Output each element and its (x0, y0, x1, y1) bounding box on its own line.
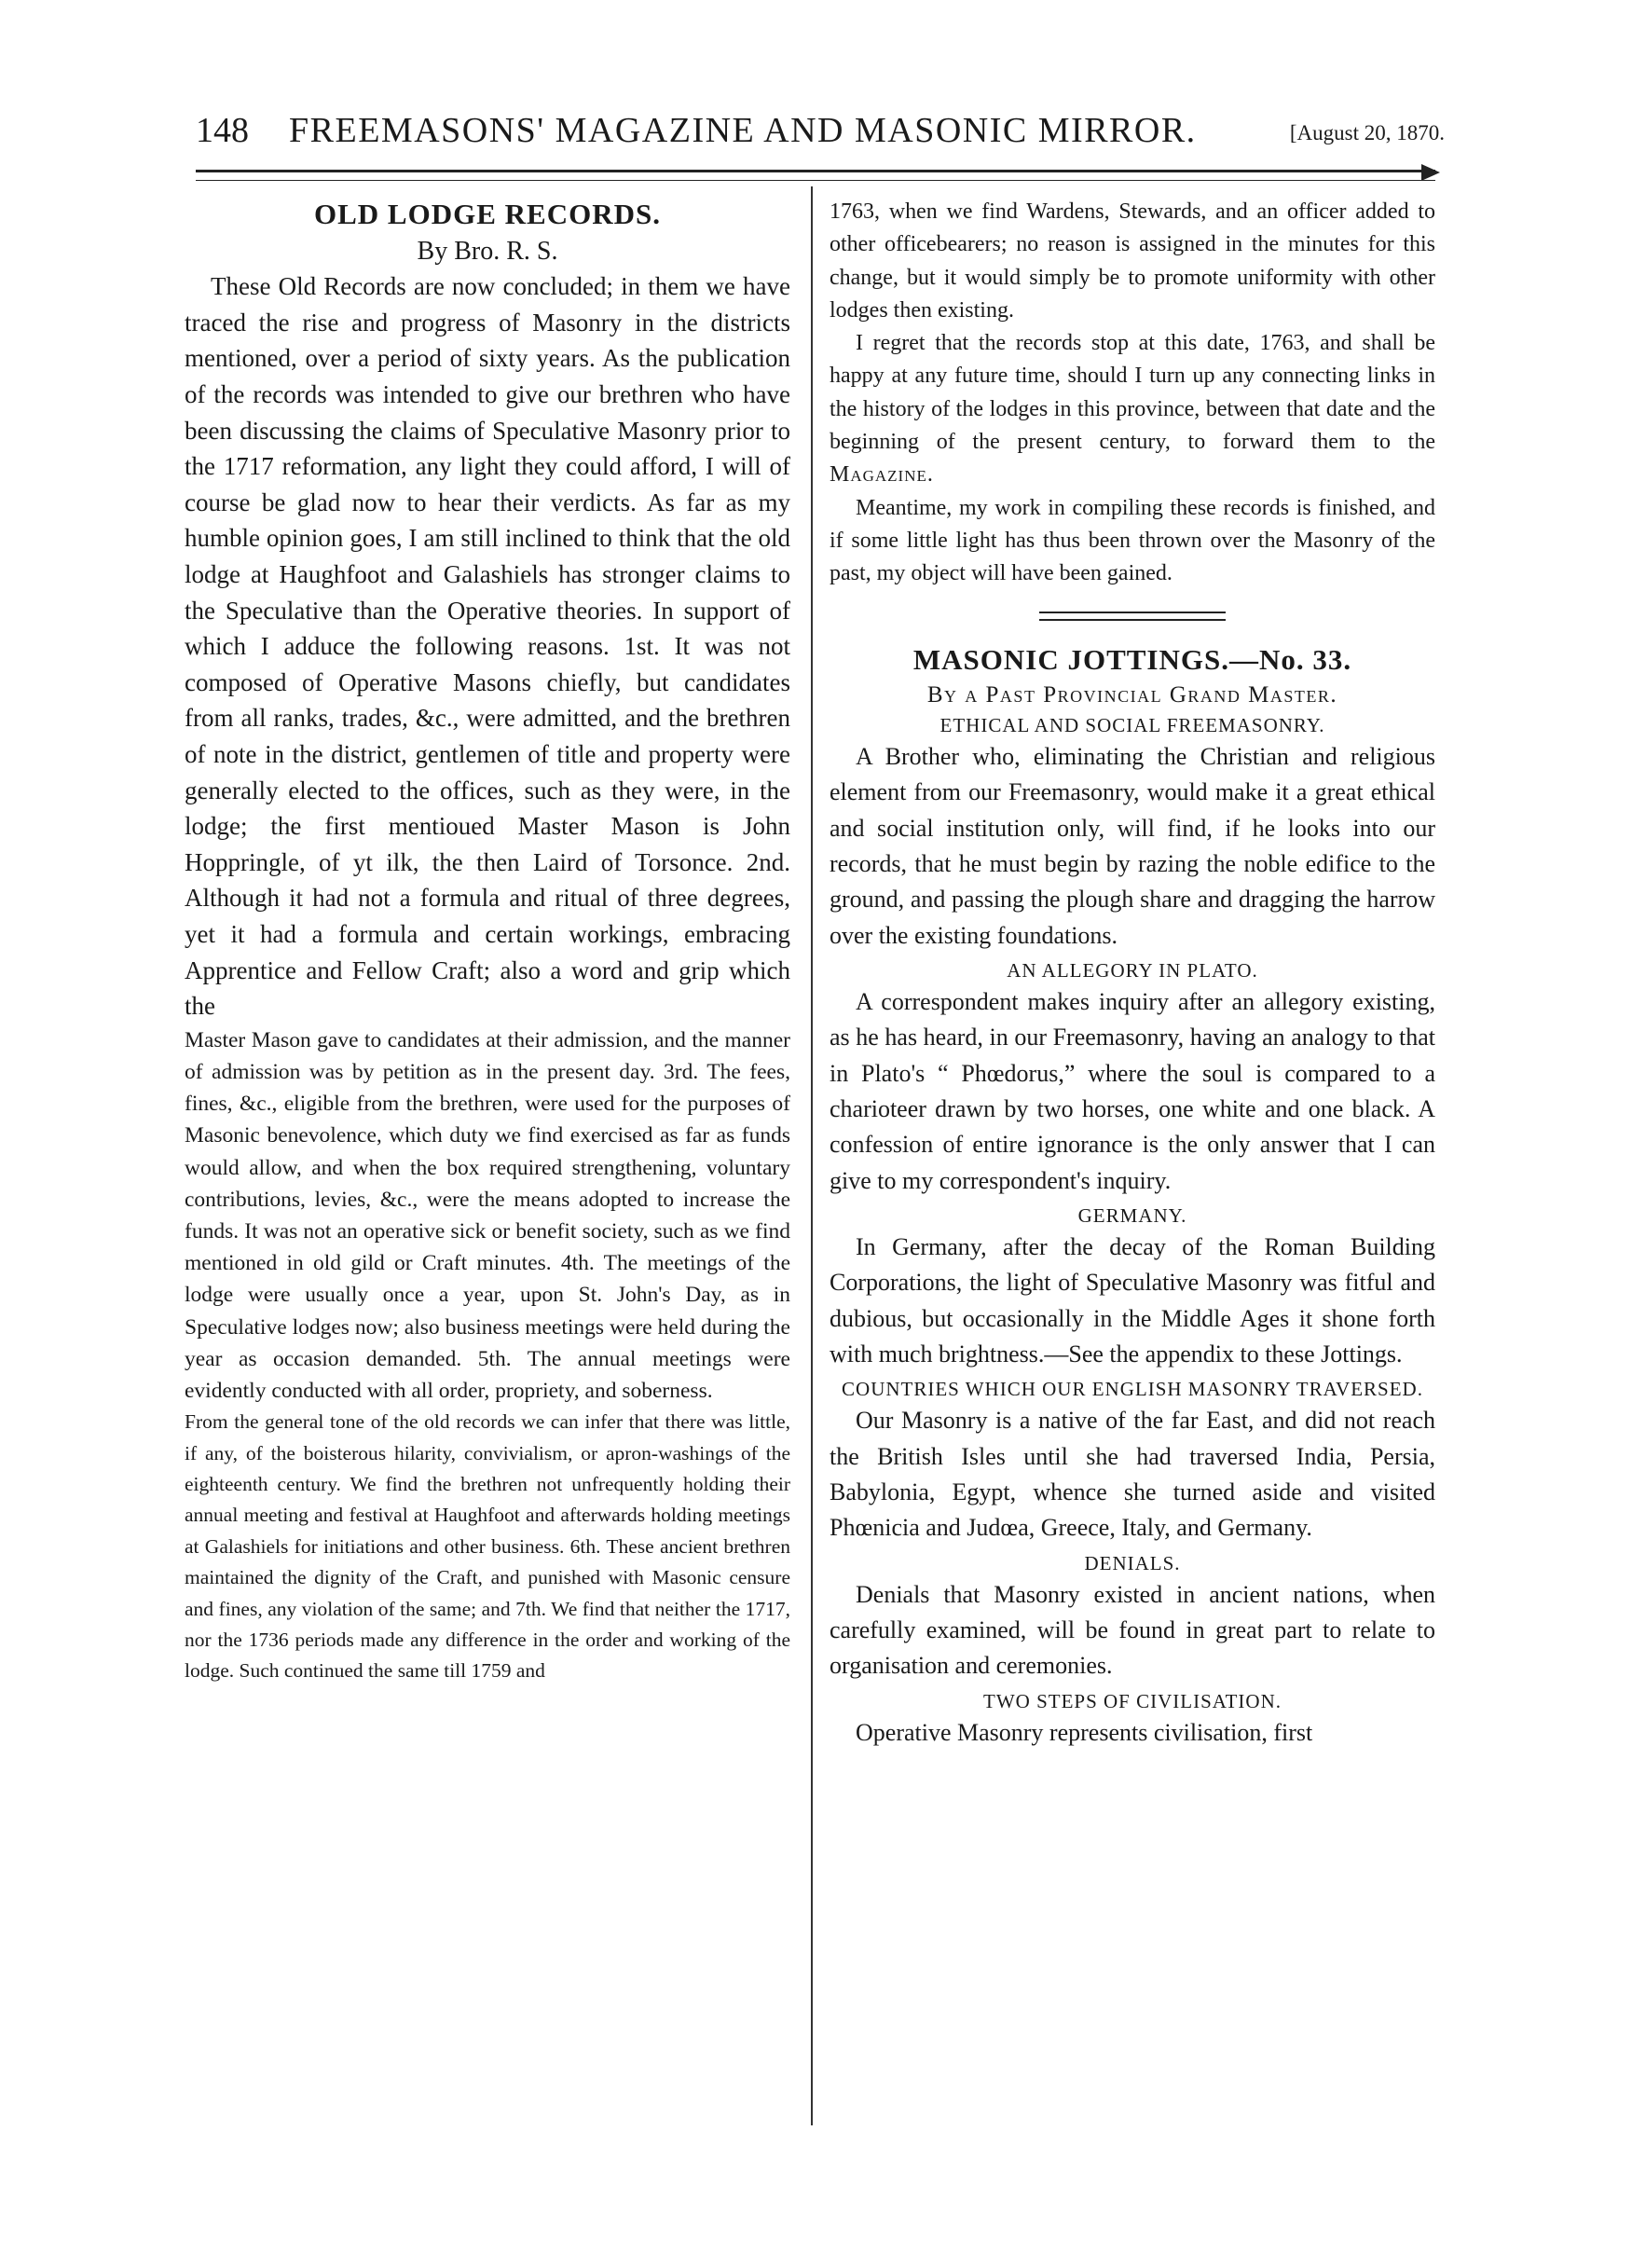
body-paragraph: Meantime, my work in compiling these records is finished, and if some little light has thus been thrown over the Masonry of the past, my object will have been gained. (830, 495, 1435, 586)
left-column (185, 196, 790, 1687)
section-paragraph: Operative Masonry represents civilisation, first (856, 1718, 1313, 1746)
section-heading: COUNTRIES WHICH OUR ENGLISH MASONRY TRAVERSED. (842, 1378, 1423, 1401)
section-paragraph: A Brother who, eliminating the Christian and religious element from our Freemasonry, would make it a great ethical and social institution only, will find, if he looks into our records, that he must begin by razing the noble edifice to the ground, and passing the plough share and dragging the harrow over the existing foundations. (830, 743, 1435, 949)
section-heading: AN ALLEGORY IN PLATO. (1007, 958, 1258, 982)
section-heading: ETHICAL AND SOCIAL FREEMASONRY. (939, 713, 1325, 736)
section-heading: TWO STEPS OF CIVILISATION. (983, 1689, 1282, 1712)
body-paragraph-continued: Master Mason gave to candidates at their admission, and the manner of admission was by petition as in the present day. 3rd. The fees, fines, &c., eligible from the brethren, were used for the purposes of Masonic benevolence, which duty we find exercised as far as funds would allow, and when the box required strengthening, voluntary contributions, levies, &c., were the means adopted to increase the funds. It was not an operative sick or benefit society, such as we find mentioned in old gild or Craft minutes. 4th. The meetings of the lodge were usually once a year, upon St. John's Day, as in Speculative lodges now; also business meetings were held during the year as occasion demanded. 5th. The annual meetings were evidently conducted with all order, propriety, and soberness. (185, 1027, 790, 1403)
body-paragraph: These Old Records are now concluded; in them we have traced the rise and progress of Masonry in the districts mentioned, over a period of sixty years. As the publication of the records was intended to give our brethren who have been discussing the claims of Speculative Masonry prior to the 1717 reformation, any light they could afford, I will of course be glad now to hear their verdicts. As far as my humble opinion goes, I am still inclined to think that the old lodge at Haughfoot and Galashiels has stronger claims to the Speculative than the Operative theories. In support of which I adduce the following reasons. 1st. It was not composed of Operative Masons chiefly, but candidates from all ranks, trades, &c., were admitted, and the brethren of note in the district, gentlemen of title and property were generally elected to the offices, such as they were, in the lodge; the first mentioued Master Mason is John Hoppringle, of yt ilk, the then Laird of Torsonce. 2nd. Although it had not a formula and ritual of three degrees, yet it had a formula and certain workings, embracing Apprentice and Fellow Craft; also a word and grip which the (185, 272, 790, 1021)
page-number: 148 (196, 111, 249, 150)
magazine-name: Magazine. (830, 462, 934, 488)
section-paragraph: In Germany, after the decay of the Roman Building Corporations, the light of Speculative Masonry was fitful and dubious, but occasionally in the Middle Ages it shone forth with much brightness.—See the appendix to these Jottings. (830, 1232, 1435, 1368)
body-paragraph-continued: 1763, when we find Wardens, Stewards, and an officer added to other officebearers; no reason is assigned in the minutes for this change, but it would simply be to promote uniformity with other lodges then existing. (830, 199, 1435, 323)
article-title-masonic-jottings: MASONIC JOTTINGS.—No. 33. (912, 642, 1352, 676)
section-heading: DENIALS. (1084, 1551, 1181, 1574)
right-column (830, 196, 1435, 1751)
issue-date: [August 20, 1870. (1289, 121, 1445, 144)
body-paragraph-continued: From the general tone of the old records we can infer that there was little, if any, of the boisterous hilarity, convivialism, or apron-washings of the eighteenth century. We find the brethren not unfrequently holding their annual meeting and festival at Haughfoot and afterwards holding meetings at Galashiels for initiations and other business. 6th. These ancient brethren maintained the dignity of the Craft, and punished with Masonic censure and fines, any violation of the same; and 7th. We find that neither the 1717, nor the 1736 periods made any difference in the order and working of the lodge. Such continued the same till 1759 and (185, 1410, 790, 1683)
article-title-old-lodge-records: OLD LODGE RECORDS. (314, 198, 661, 230)
paragraph-text: I regret that the records stop at this date, 1763, and shall be happy at any future time, should I turn up any connecting links in the history of the lodges in this province, between that date and the beginning of the present century, to forward them to the (830, 331, 1435, 455)
article-byline: By Bro. R. S. (417, 237, 558, 267)
magazine-title: FREEMASONS' MAGAZINE AND MASONIC MIRROR. (289, 111, 1197, 150)
column-divider (811, 186, 813, 2125)
section-heading: GERMANY. (1077, 1203, 1187, 1227)
body-paragraph (830, 327, 1435, 491)
section-paragraph: Our Masonry is a native of the far East, and did not reach the British Isles until she had traversed India, Persia, Babylonia, Egypt, whence she turned aside and visited Phœnicia and Judœa, Greece, Italy, and Germany. (830, 1407, 1435, 1542)
section-paragraph: Denials that Masonry existed in ancient nations, when carefully examined, will be found in great part to relate to organisation and ceremonies. (830, 1580, 1435, 1680)
section-paragraph: A correspondent makes inquiry after an allegory existing, as he has heard, in our Freemasonry, having an analogy to that in Plato's “ Phœdorus,” where the soul is compared to a charioteer drawn by two horses, one white and one black. A confession of entire ignorance is the only answer that I can give to my correspondent's inquiry. (830, 988, 1435, 1194)
article-byline: By a Past Provincial Grand Master. (926, 681, 1338, 708)
header-rule-ornament (1421, 164, 1440, 181)
header-rule (196, 170, 1435, 181)
article-separator (1039, 612, 1226, 621)
running-header (196, 110, 1454, 166)
